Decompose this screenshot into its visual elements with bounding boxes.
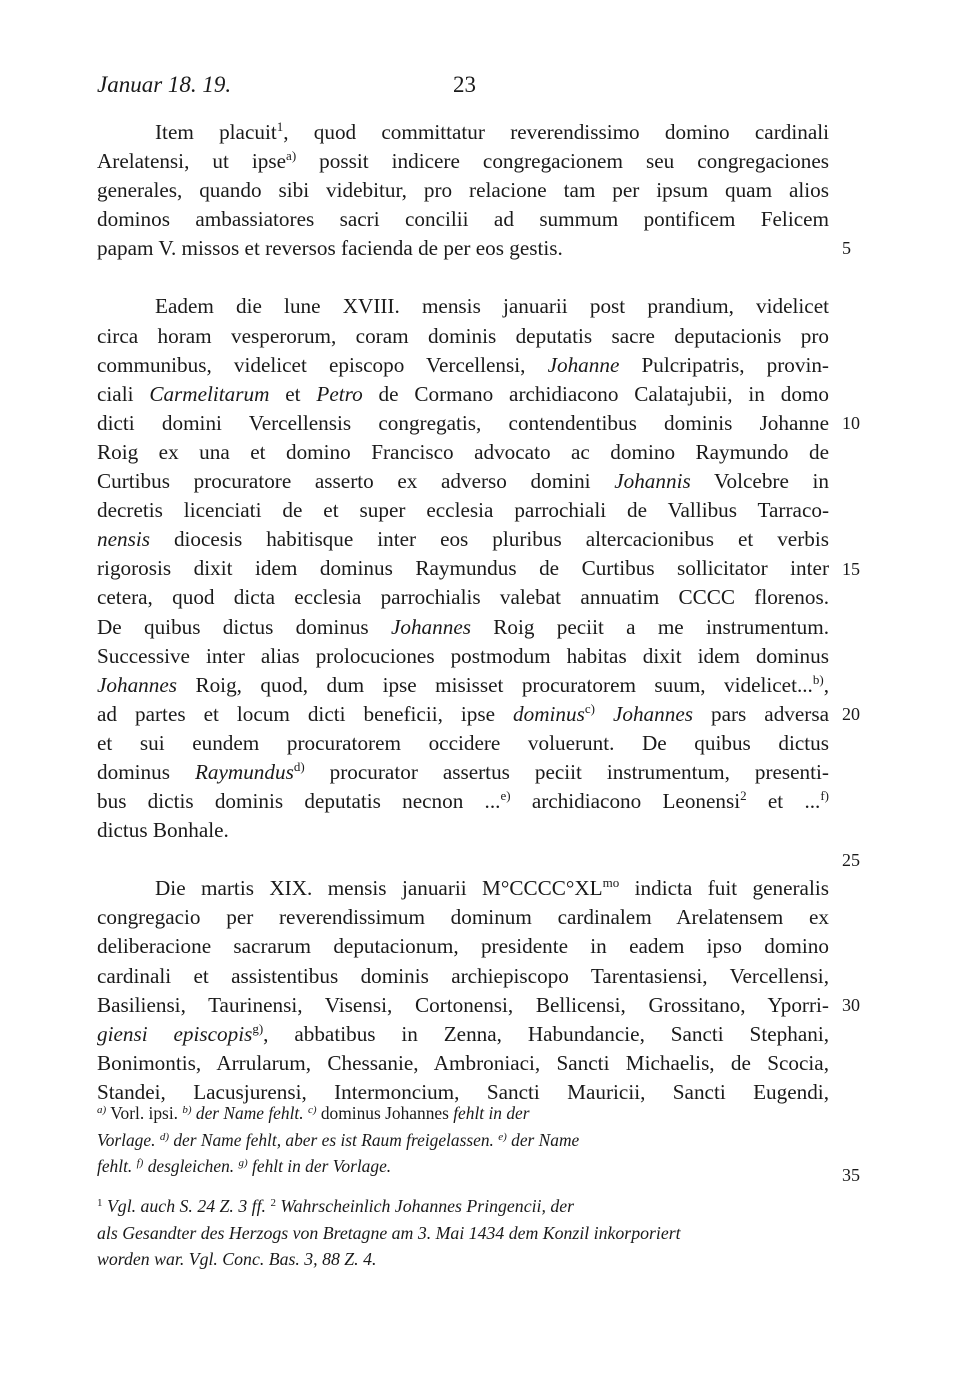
text-segment: Roig peciit a me instrumentum. bbox=[471, 614, 829, 639]
text-segment: dicti domini Vercellensis congregatis, contendentibus dominis Johanne bbox=[97, 410, 829, 435]
text-segment: Johanne bbox=[547, 352, 620, 377]
line-number: 10 bbox=[842, 413, 860, 433]
entry-jan-18-afternoon bbox=[97, 292, 829, 845]
text-segment: communibus, videlicet episcopo Vercellensi, bbox=[97, 352, 548, 377]
text-segment: Item placuit bbox=[155, 120, 277, 144]
footnote-line bbox=[97, 1246, 829, 1273]
text-segment: Johannes bbox=[612, 701, 693, 726]
text-segment: et ... bbox=[746, 789, 821, 814]
running-header bbox=[97, 72, 837, 102]
text-line bbox=[97, 292, 829, 321]
text-segment: fehlt in der bbox=[448, 1103, 530, 1123]
text-line bbox=[97, 438, 829, 467]
apparatus-line bbox=[97, 1127, 829, 1154]
line-number: 20 bbox=[842, 704, 860, 724]
text-segment: dominus Johannes bbox=[316, 1103, 449, 1123]
text-segment: Johannes bbox=[390, 614, 471, 639]
text-segment: rigorosis dixit idem dominus Raymundus de Curtibus sollicitator inter bbox=[97, 556, 829, 581]
text-segment: Vorl. ipsi. bbox=[106, 1103, 179, 1123]
text-line bbox=[97, 583, 829, 612]
text-segment: dominus bbox=[97, 759, 195, 784]
text-segment: cetera, quod dicta ecclesia parrochialis valebat annuatim CCCC florenos. bbox=[97, 585, 829, 610]
footnote-marker: f) bbox=[820, 788, 830, 804]
text-line bbox=[97, 322, 829, 351]
text-line bbox=[97, 205, 829, 234]
text-segment: papam V. missos et reversos facienda de per eos gestis. bbox=[97, 236, 563, 261]
text-line bbox=[97, 700, 829, 729]
text-segment: pars adversa bbox=[693, 701, 829, 726]
footnote-marker: g) bbox=[252, 1020, 264, 1036]
text-segment: dictus Bonhale. bbox=[97, 818, 229, 843]
text-line bbox=[97, 671, 829, 700]
text-line bbox=[97, 1020, 829, 1049]
text-line bbox=[97, 991, 829, 1020]
footnote-line bbox=[97, 1220, 829, 1247]
critical-apparatus bbox=[97, 1100, 829, 1180]
apparatus-line bbox=[97, 1100, 829, 1127]
text-segment: Die martis XIX. mensis januarii M°CCCC°XL bbox=[155, 876, 603, 901]
text-line bbox=[97, 758, 829, 787]
apparatus-line bbox=[97, 1153, 829, 1180]
text-segment: deliberacione sacrarum deputacionum, presidente in eadem ipso domino bbox=[97, 934, 829, 959]
footnote-marker: 1 bbox=[276, 119, 284, 134]
paragraph-gap bbox=[97, 845, 829, 874]
text-segment: Basiliensi, Taurinensi, Visensi, Cortonensi, Bellicensi, Grossitano, Yporri- bbox=[97, 992, 829, 1017]
text-segment: der Name fehlt. bbox=[191, 1103, 304, 1123]
text-line bbox=[97, 176, 829, 205]
text-segment: ad partes et locum dicti beneficii, ipse bbox=[97, 701, 514, 726]
text-segment: diocesis habitisque inter eos pluribus altercacionibus et verbis bbox=[149, 527, 829, 552]
text-segment: De quibus dictus dominus bbox=[97, 614, 391, 639]
running-title: Januar 18. 19. bbox=[97, 72, 232, 97]
text-line bbox=[97, 380, 829, 409]
footnote-marker: 1 bbox=[97, 1197, 103, 1209]
text-segment: , quod committatur reverendissimo domino cardinali bbox=[283, 120, 830, 144]
text-segment: Roig ex una et domino Francisco advocato ac domino Raymundo de bbox=[97, 439, 829, 464]
line-number: 35 bbox=[842, 1165, 860, 1185]
text-segment: et bbox=[269, 381, 317, 406]
footnote-marker: 2 bbox=[740, 788, 747, 804]
footnote-marker: mo bbox=[602, 875, 620, 891]
footnote-marker: d) bbox=[159, 1130, 169, 1143]
text-segment: generales, quando sibi videbitur, pro relacione tam per ipsum quam alios bbox=[97, 178, 829, 203]
text-segment: Raymundus bbox=[194, 759, 294, 784]
paragraph-gap bbox=[97, 263, 829, 292]
footnote-marker: a) bbox=[286, 148, 297, 164]
footnote-marker: d) bbox=[293, 758, 305, 774]
text-line bbox=[97, 118, 829, 147]
text-segment: bus dictis dominis deputatis necnon ... bbox=[97, 789, 501, 814]
text-segment: der Name bbox=[506, 1129, 580, 1150]
text-line bbox=[97, 816, 829, 845]
text-segment: Johannes bbox=[97, 672, 178, 697]
text-line bbox=[97, 467, 829, 496]
text-line bbox=[97, 496, 829, 525]
text-segment: archidiacono Leonensi bbox=[510, 789, 741, 814]
text-segment: , abbatibus in Zenna, Habundancie, Sancti Stephani, bbox=[263, 1021, 829, 1046]
text-line bbox=[97, 874, 829, 903]
text-line bbox=[97, 234, 829, 263]
text-segment: Standei, Lacusjurensi, Intermoncium, Sancti Mauricii, Sancti Eugendi, bbox=[97, 1079, 829, 1104]
text-segment bbox=[595, 702, 613, 726]
footnote-marker: a) bbox=[97, 1104, 107, 1116]
text-line bbox=[97, 642, 829, 671]
text-line bbox=[97, 409, 829, 438]
main-text bbox=[97, 118, 829, 1107]
text-segment: worden war. Vgl. Conc. Bas. 3, 88 Z. 4. bbox=[97, 1249, 377, 1269]
footnote-marker: c) bbox=[584, 700, 595, 716]
text-segment: decretis licenciati de et super ecclesia parrochiali de Vallibus Tarraco- bbox=[97, 498, 829, 523]
text-segment: Volcebre in bbox=[690, 469, 829, 494]
text-segment: Curtibus procuratore asserto ex adverso domini bbox=[97, 469, 615, 494]
text-segment: Carmelitarum bbox=[149, 381, 270, 406]
text-segment: dominos ambassiatores sacri concilii ad summum pontificem Felicem bbox=[97, 207, 829, 232]
text-line bbox=[97, 1049, 829, 1078]
text-segment: Wahrscheinlich Johannes Pringencii, der bbox=[275, 1196, 575, 1216]
text-segment: de Cormano archidiacono Calatajubii, in domo bbox=[362, 381, 829, 406]
text-segment: possit indicere congregacionem seu congregaciones bbox=[296, 149, 829, 174]
footnote-marker: f) bbox=[136, 1157, 144, 1169]
footnote-marker: e) bbox=[498, 1130, 507, 1143]
text-segment: , bbox=[823, 672, 829, 697]
line-number: 30 bbox=[842, 995, 860, 1015]
text-segment: cardinali et assistentibus dominis archiepiscopo Tarentasiensi, Vercellensi, bbox=[97, 963, 829, 988]
text-line bbox=[97, 525, 829, 554]
footnote-marker: e) bbox=[500, 788, 511, 804]
text-line bbox=[97, 903, 829, 932]
text-segment: Vgl. auch S. 24 Z. 3 ff. bbox=[102, 1196, 266, 1216]
text-line bbox=[97, 147, 829, 176]
page-number: 23 bbox=[453, 72, 476, 97]
text-segment: Petro bbox=[316, 381, 363, 406]
text-segment: als Gesandter des Herzogs von Bretagne am 3. Mai 1434 dem Konzil inkorporiert bbox=[97, 1222, 681, 1243]
text-line bbox=[97, 962, 829, 991]
text-segment: Johannis bbox=[614, 469, 691, 494]
footnote-marker: c) bbox=[307, 1104, 317, 1116]
footnote-marker: b) bbox=[812, 671, 824, 687]
text-segment: Vorlage. bbox=[97, 1129, 156, 1150]
text-segment: procurator assertus peciit instrumentum, presenti- bbox=[304, 759, 829, 784]
text-segment: ciali bbox=[97, 381, 150, 406]
text-segment: Bonimontis, Arrularum, Chessanie, Ambroniaci, Sancti Michaelis, de Scocia, bbox=[97, 1050, 829, 1075]
text-segment: congregacio per reverendissimum dominum cardinalem Arelatensem ex bbox=[97, 905, 829, 930]
text-segment: Pulcripatris, provin- bbox=[619, 352, 829, 377]
footnotes bbox=[97, 1193, 829, 1273]
text-segment: fehlt in der Vorlage. bbox=[247, 1156, 392, 1176]
entry-jan-18-placuit bbox=[97, 118, 829, 263]
text-line bbox=[97, 554, 829, 583]
text-line bbox=[97, 351, 829, 380]
text-segment: et sui eundem procuratorem occidere voluerunt. De quibus dictus bbox=[97, 730, 829, 755]
text-segment: indicta fuit generalis bbox=[619, 876, 829, 901]
text-line bbox=[97, 613, 829, 642]
text-segment: Arelatensi, ut ipse bbox=[97, 149, 287, 174]
text-line bbox=[97, 787, 829, 816]
line-number: 5 bbox=[842, 238, 851, 259]
text-segment: fehlt. bbox=[97, 1156, 133, 1176]
entry-jan-19 bbox=[97, 874, 829, 1107]
text-segment: desgleichen. bbox=[143, 1156, 235, 1176]
line-number: 15 bbox=[842, 558, 860, 579]
text-line bbox=[97, 729, 829, 758]
text-segment: Roig, quod, dum ipse misisset procuratorem suum, videlicet... bbox=[177, 672, 813, 697]
text-segment: dominus bbox=[513, 701, 585, 726]
text-segment: giensi episcopis bbox=[97, 1021, 253, 1046]
footnote-marker: 2 bbox=[270, 1197, 276, 1209]
text-segment: nensis bbox=[97, 527, 150, 552]
text-segment: Eadem die lune XVIII. mensis januarii post prandium, videlicet bbox=[155, 294, 829, 319]
text-segment: circa horam vesperorum, coram dominis deputatis sacre deputacionis pro bbox=[97, 323, 829, 348]
footnote-marker: g) bbox=[238, 1157, 248, 1169]
footnote-marker: b) bbox=[182, 1104, 192, 1116]
text-segment: Successive inter alias prolocuciones postmodum habitas dixit idem dominus bbox=[97, 643, 829, 668]
footnote-line bbox=[97, 1193, 829, 1220]
text-line bbox=[97, 932, 829, 961]
line-number: 25 bbox=[842, 849, 860, 870]
text-segment: der Name fehlt, aber es ist Raum freigelassen. bbox=[168, 1129, 494, 1150]
